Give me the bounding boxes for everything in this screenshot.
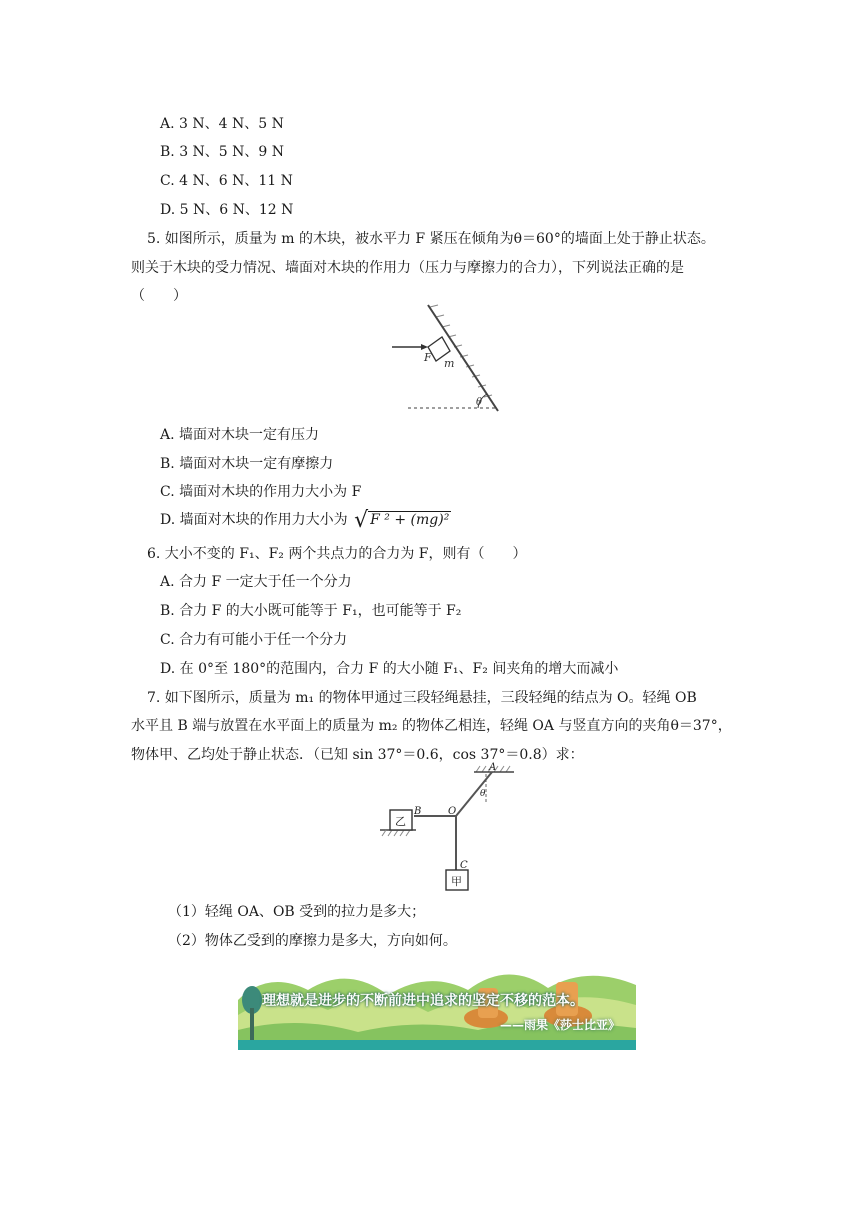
q7-stem-line1: 7. 如下图所示，质量为 m₁ 的物体甲通过三段轻绳悬挂，三段轻绳的结点为 O。轻绳 OB xyxy=(147,690,697,706)
q6-option-c: C. 合力有可能小于任一个分力 xyxy=(160,632,348,648)
quote-banner xyxy=(238,960,636,1050)
banner-author: ——雨果《莎士比亚》 xyxy=(499,1018,620,1032)
q7-figure-rope-system xyxy=(376,762,518,894)
q5-stem-line1: 5. 如图所示，质量为 m 的木块，被水平力 F 紧压在倾角为θ＝60°的墙面上处于静止状态。 xyxy=(147,231,715,247)
q5-figure-inclined-wall xyxy=(390,303,505,415)
q7-fig-label-a: A xyxy=(489,762,497,773)
q7-fig-label-jia: 甲 xyxy=(451,875,462,888)
q5-option-d-formula: F ² + (mg)² xyxy=(370,512,450,528)
q7-sub-question-2: （2）物体乙受到的摩擦力是多大，方向如何。 xyxy=(168,933,457,949)
q7-stem-line2: 水平且 B 端与放置在水平面上的质量为 m₂ 的物体乙相连，轻绳 OA 与竖直方向的夹角θ＝37°， xyxy=(131,718,732,734)
q4-option-a: A. 3 N、4 N、5 N xyxy=(160,116,284,132)
q7-fig-label-c: C xyxy=(460,860,468,871)
q7-fig-label-o: O xyxy=(448,806,457,817)
q4-option-b: B. 3 N、5 N、9 N xyxy=(160,144,285,160)
q5-fig-label-m: m xyxy=(444,357,455,370)
q4-option-c: C. 4 N、6 N、11 N xyxy=(160,173,293,189)
q5-fig-label-theta: θ xyxy=(476,397,483,408)
q5-option-a: A. 墙面对木块一定有压力 xyxy=(160,427,320,443)
sqrt-formula xyxy=(354,510,451,531)
q7-sub-question-1: （1）轻绳 OA、OB 受到的拉力是多大； xyxy=(168,904,426,920)
q7-fig-label-b: B xyxy=(414,806,422,817)
q5-option-c: C. 墙面对木块的作用力大小为 F xyxy=(160,484,362,500)
q5-option-b: B. 墙面对木块一定有摩擦力 xyxy=(160,456,334,472)
q6-option-b: B. 合力 F 的大小既可能等于 F₁，也可能等于 F₂ xyxy=(160,603,462,619)
q7-stem-line3: 物体甲、乙均处于静止状态．（已知 sin 37°＝0.6，cos 37°＝0.8）求： xyxy=(131,747,584,763)
q6-option-d: D. 在 0°至 180°的范围内，合力 F 的大小随 F₁、F₂ 间夹角的增大而减小 xyxy=(160,661,619,677)
banner-quote: 理想就是进步的不断前进中追求的坚定不移的范本。 xyxy=(262,993,584,1009)
q5-stem-line3: （ ） xyxy=(131,288,187,304)
q5-fig-label-f: F xyxy=(424,351,432,364)
q7-fig-label-theta: θ xyxy=(480,789,486,799)
q7-fig-label-yi: 乙 xyxy=(395,815,406,828)
q6-option-a: A. 合力 F 一定大于任一个分力 xyxy=(160,574,352,590)
q5-stem-line2: 则关于木块的受力情况、墙面对木块的作用力（压力与摩擦力的合力），下列说法正确的是 xyxy=(131,260,684,276)
q5-option-d xyxy=(160,510,451,531)
q5-option-d-text: D. 墙面对木块的作用力大小为 xyxy=(160,512,348,528)
radical-icon: √ xyxy=(354,508,369,533)
q6-stem: 6. 大小不变的 F₁、F₂ 两个共点力的合力为 F，则有（ ） xyxy=(147,546,527,562)
q4-option-d: D. 5 N、6 N、12 N xyxy=(160,202,294,218)
